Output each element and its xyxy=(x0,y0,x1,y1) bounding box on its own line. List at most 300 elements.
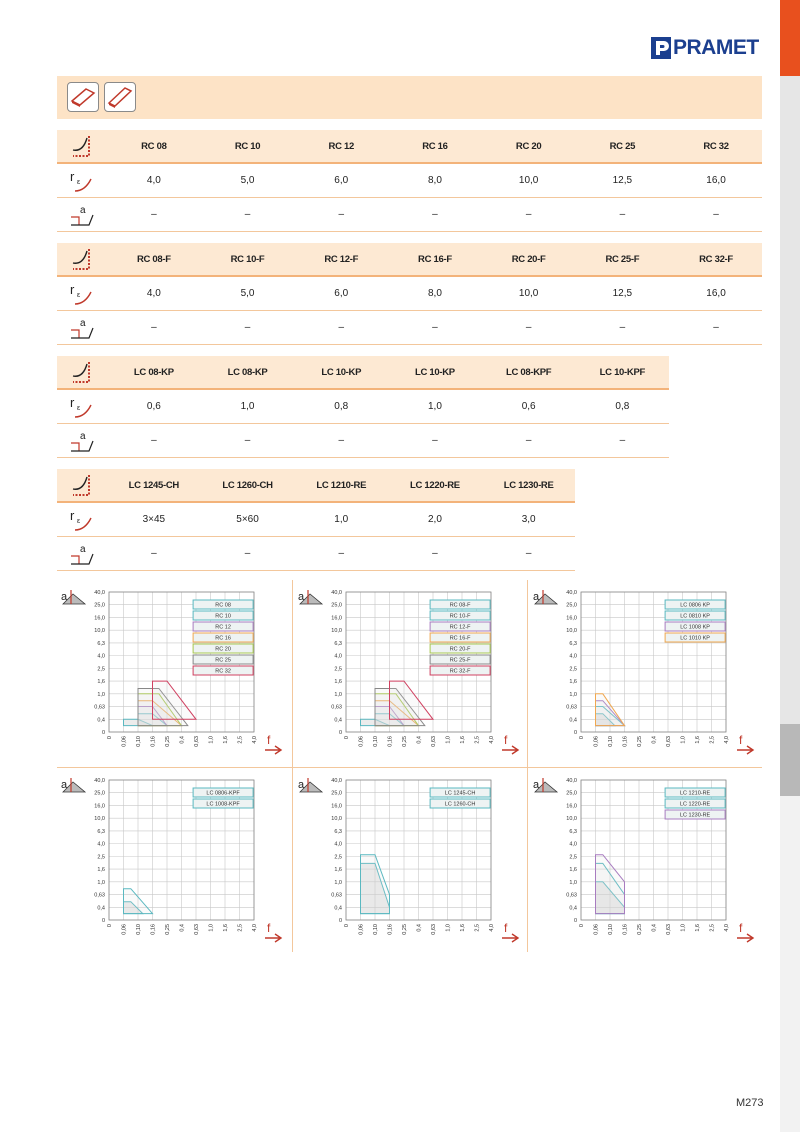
y-tick-label: 6,3 xyxy=(334,640,342,647)
table-row-chamfer xyxy=(57,424,669,458)
y-tick-label: 0,4 xyxy=(97,905,105,912)
x-tick-label: 1,6 xyxy=(695,736,701,744)
table-header-cell: LC 1210-RE xyxy=(316,479,367,491)
x-tick-label: 0 xyxy=(579,736,585,740)
y-tick-label: 1,0 xyxy=(569,691,577,698)
legend-label: LC 1008 KP xyxy=(680,624,710,631)
legend-label: LC 1230-RE xyxy=(679,812,711,819)
feed-arrow-icon xyxy=(737,733,753,754)
table-cell: 6,0 xyxy=(334,288,349,299)
y-tick-label: 25,0 xyxy=(331,602,342,609)
x-tick-label: 0,10 xyxy=(136,736,142,747)
x-tick-label: 0,25 xyxy=(637,736,643,747)
page-number: M273 xyxy=(736,1097,764,1109)
chart-divider xyxy=(527,580,528,952)
legend-label: LC 0806-KPF xyxy=(206,790,240,797)
legend-label: RC 10 xyxy=(215,613,231,620)
table-header-cell: LC 08-KPF xyxy=(505,366,552,378)
table-header-cell: RC 08-F xyxy=(136,253,171,265)
x-tick-label: 0 xyxy=(107,924,113,928)
depth-of-cut-icon xyxy=(61,590,85,604)
y-tick-label: 2,5 xyxy=(569,666,577,673)
y-tick-label: 1,6 xyxy=(334,679,342,686)
side-tab-active[interactable] xyxy=(780,0,800,77)
y-tick-label: 10,0 xyxy=(94,628,105,635)
x-tick-label: 0,16 xyxy=(622,924,629,935)
y-tick-label: 2,5 xyxy=(97,854,105,861)
x-axis-symbol: f xyxy=(504,921,508,935)
depth-of-cut-icon xyxy=(298,590,322,604)
x-tick-label: 1,6 xyxy=(223,924,229,932)
y-tick-label: 0,63 xyxy=(94,892,105,899)
profile-icon xyxy=(57,469,107,501)
side-tab[interactable] xyxy=(780,594,800,665)
corner-radius-icon xyxy=(57,503,107,536)
side-tab[interactable] xyxy=(780,76,800,105)
x-tick-label: 4,0 xyxy=(489,924,495,932)
table-row-chamfer xyxy=(57,537,575,571)
y-tick-label: 1,0 xyxy=(334,879,342,886)
x-tick-label: 1,0 xyxy=(680,736,687,744)
x-tick-label: 2,5 xyxy=(709,924,716,932)
chart-divider xyxy=(292,580,293,952)
chart-svg xyxy=(294,582,524,764)
corner-radius-icon xyxy=(57,390,107,423)
legend-label: RC 16 xyxy=(215,635,231,642)
y-tick-label: 6,3 xyxy=(569,640,577,647)
y-tick-label: 25,0 xyxy=(566,790,577,797)
table-header-cell: LC 1245-CH xyxy=(128,479,179,491)
x-tick-label: 1,0 xyxy=(208,924,215,932)
table-cell: – xyxy=(244,435,251,446)
table-cell: 1,0 xyxy=(334,514,349,525)
x-tick-label: 0,25 xyxy=(165,924,171,935)
table-cell: 4,0 xyxy=(146,175,161,186)
x-tick-label: 0,06 xyxy=(121,736,128,747)
table-header-cell: RC 10 xyxy=(234,140,261,152)
depth-of-cut-icon xyxy=(533,778,557,792)
table-cell: 1,0 xyxy=(240,401,255,412)
y-tick-label: 4,0 xyxy=(97,841,105,848)
x-tick-label: 2,5 xyxy=(237,924,244,932)
x-tick-label: 0,06 xyxy=(358,736,365,747)
y-tick-label: 16,0 xyxy=(566,615,577,622)
y-tick-label: 4,0 xyxy=(569,653,577,660)
table-cell: – xyxy=(525,435,532,446)
table-header-cell: LC 1230-RE xyxy=(503,479,554,491)
table-cell: 1,0 xyxy=(427,401,442,412)
table-cell: 16,0 xyxy=(706,288,726,299)
y-axis-symbol: a xyxy=(298,591,305,603)
table-cell: 0,6 xyxy=(146,401,161,412)
series-area xyxy=(596,855,625,914)
x-tick-label: 4,0 xyxy=(489,736,495,744)
x-tick-label: 0,4 xyxy=(416,924,423,932)
x-tick-label: 2,5 xyxy=(474,924,481,932)
side-tab[interactable] xyxy=(780,664,800,725)
chamfer-icon xyxy=(57,198,107,231)
y-tick-label: 40,0 xyxy=(566,590,577,596)
table-header-cell: LC 1220-RE xyxy=(410,479,460,491)
legend-label: LC 1010 KP xyxy=(680,635,710,642)
chart-rc-f xyxy=(294,582,524,764)
y-tick-label: 0 xyxy=(338,918,342,924)
side-tab[interactable] xyxy=(780,454,800,525)
table-cell: 0,6 xyxy=(521,401,536,412)
chart-lc-kp xyxy=(529,582,759,764)
table-cell: – xyxy=(619,209,626,220)
y-tick-label: 0,63 xyxy=(331,704,342,711)
x-tick-label: 1,6 xyxy=(460,924,466,932)
table-cell: – xyxy=(151,209,157,220)
x-axis-symbol: f xyxy=(739,921,743,935)
x-tick-label: 0,06 xyxy=(121,924,128,935)
y-tick-label: 1,0 xyxy=(97,691,105,698)
svg-text:r: r xyxy=(70,281,75,297)
y-axis-symbol: a xyxy=(61,779,68,791)
table-cell: – xyxy=(713,209,719,220)
y-tick-label: 10,0 xyxy=(566,628,577,635)
table-header-cell: LC 10-KP xyxy=(415,366,455,378)
table-cell: 3,0 xyxy=(521,514,536,525)
table-cell: 12,5 xyxy=(612,175,633,186)
table-cell: – xyxy=(151,548,157,559)
y-tick-label: 1,0 xyxy=(97,879,105,886)
table-cell: – xyxy=(151,435,157,446)
table-header-row xyxy=(57,130,762,164)
chart-lc-ch xyxy=(294,770,524,952)
side-tab-strip xyxy=(780,0,800,1132)
y-tick-label: 16,0 xyxy=(331,615,342,622)
legend-label: RC 20-F xyxy=(449,646,471,653)
table-header-cell: RC 20-F xyxy=(511,253,546,265)
x-tick-label: 0,06 xyxy=(593,736,600,747)
table-cell: 0,8 xyxy=(615,401,630,412)
table-header-row xyxy=(57,356,669,390)
table-header-cell: RC 10-F xyxy=(230,253,265,265)
y-tick-label: 40,0 xyxy=(331,590,342,596)
x-tick-label: 0,4 xyxy=(416,736,423,744)
legend-label: LC 1245-CH xyxy=(444,790,476,797)
y-tick-label: 10,0 xyxy=(331,628,342,635)
y-tick-label: 25,0 xyxy=(94,790,105,797)
svg-text:r: r xyxy=(70,168,75,184)
x-tick-label: 1,6 xyxy=(695,924,701,932)
table-cell: – xyxy=(525,209,532,220)
y-tick-label: 10,0 xyxy=(331,816,342,823)
side-tab[interactable] xyxy=(780,174,800,245)
y-tick-label: 4,0 xyxy=(97,653,105,660)
x-tick-label: 0,16 xyxy=(622,736,629,747)
brand-name: PRAMET xyxy=(673,36,759,59)
table-header-row xyxy=(57,243,762,277)
table-cell: – xyxy=(619,322,626,333)
y-tick-label: 25,0 xyxy=(331,790,342,797)
legend-label: LC 0810 KP xyxy=(680,613,710,620)
x-tick-label: 0,4 xyxy=(179,924,186,932)
x-tick-label: 0,06 xyxy=(358,924,365,935)
side-tab[interactable] xyxy=(780,796,800,1133)
y-tick-label: 25,0 xyxy=(566,602,577,609)
side-tab-highlight[interactable] xyxy=(780,724,800,797)
x-tick-label: 4,0 xyxy=(724,924,730,932)
table-header-cell: LC 08-KP xyxy=(133,366,174,378)
side-tab[interactable] xyxy=(780,244,800,315)
insert-table-rc-f xyxy=(57,243,762,347)
x-tick-label: 0,63 xyxy=(666,736,672,747)
x-tick-label: 0,63 xyxy=(194,924,200,935)
y-tick-label: 0,4 xyxy=(334,905,342,912)
table-cell: – xyxy=(619,435,626,446)
feed-arrow-icon xyxy=(502,733,518,754)
table-cell: – xyxy=(151,322,157,333)
y-tick-label: 6,3 xyxy=(97,640,105,647)
chart-svg xyxy=(294,770,524,952)
depth-of-cut-icon xyxy=(61,778,85,792)
x-tick-label: 0,16 xyxy=(387,736,394,747)
y-tick-label: 4,0 xyxy=(334,841,342,848)
legend-label: RC 25-F xyxy=(449,657,471,664)
svg-text:ε: ε xyxy=(77,291,81,299)
insert-table-lc-kp xyxy=(57,356,669,460)
x-tick-label: 1,0 xyxy=(445,924,452,932)
y-axis-symbol: a xyxy=(61,591,68,603)
y-tick-label: 0 xyxy=(338,730,342,736)
y-tick-label: 0 xyxy=(573,730,577,736)
chamfer-icon xyxy=(57,311,107,344)
chart-svg xyxy=(529,582,759,764)
side-tab[interactable] xyxy=(780,384,800,455)
table-row-radius xyxy=(57,503,575,537)
y-tick-label: 16,0 xyxy=(566,803,577,810)
table-cell: – xyxy=(432,322,438,333)
x-tick-label: 1,6 xyxy=(460,736,466,744)
insert-table-rc xyxy=(57,130,762,234)
x-axis-symbol: f xyxy=(739,733,743,747)
y-tick-label: 0,4 xyxy=(334,717,342,724)
svg-text:a: a xyxy=(80,204,86,216)
y-tick-label: 40,0 xyxy=(94,778,105,784)
x-tick-label: 0,63 xyxy=(194,736,200,747)
y-tick-label: 1,6 xyxy=(97,867,105,874)
table-cell: 8,0 xyxy=(427,175,442,186)
y-tick-label: 2,5 xyxy=(334,854,342,861)
chamfer-icon xyxy=(57,424,107,457)
side-tab[interactable] xyxy=(780,314,800,385)
depth-of-cut-icon xyxy=(533,590,557,604)
pramet-logo-icon xyxy=(651,37,671,59)
y-tick-label: 0,63 xyxy=(566,704,577,711)
svg-text:r: r xyxy=(70,394,75,410)
feed-arrow-icon xyxy=(502,921,518,942)
x-tick-label: 0,16 xyxy=(150,736,157,747)
svg-text:ε: ε xyxy=(77,517,81,525)
table-cell: – xyxy=(525,548,532,559)
legend-label: RC 16-F xyxy=(449,635,471,642)
x-tick-label: 0 xyxy=(344,924,350,928)
y-tick-label: 2,5 xyxy=(97,666,105,673)
chamfer-icon xyxy=(57,537,107,570)
y-tick-label: 0,4 xyxy=(97,717,105,724)
insert-table-lc-ch-re xyxy=(57,469,575,573)
x-tick-label: 1,0 xyxy=(680,924,687,932)
x-tick-label: 0,63 xyxy=(666,924,672,935)
legend-label: RC 32-F xyxy=(449,668,471,675)
corner-radius-icon xyxy=(57,164,107,197)
table-cell: 0,8 xyxy=(334,401,349,412)
table-cell: 5,0 xyxy=(240,175,255,186)
y-tick-label: 2,5 xyxy=(334,666,342,673)
table-header-cell: RC 12 xyxy=(328,140,354,152)
x-tick-label: 0,10 xyxy=(608,736,614,747)
y-tick-label: 40,0 xyxy=(331,778,342,784)
y-tick-label: 0,4 xyxy=(569,717,577,724)
legend-label: RC 32 xyxy=(215,668,231,675)
y-tick-label: 16,0 xyxy=(331,803,342,810)
category-banner xyxy=(57,76,762,119)
x-tick-label: 2,5 xyxy=(237,736,244,744)
x-tick-label: 1,0 xyxy=(445,736,452,744)
table-header-row xyxy=(57,469,575,503)
x-tick-label: 0 xyxy=(107,736,113,740)
x-tick-label: 2,5 xyxy=(709,736,716,744)
y-tick-label: 1,6 xyxy=(334,867,342,874)
x-tick-label: 0 xyxy=(579,924,585,928)
brand-logo xyxy=(651,36,763,60)
y-tick-label: 40,0 xyxy=(94,590,105,596)
x-tick-label: 0,25 xyxy=(402,736,408,747)
table-cell: – xyxy=(525,322,532,333)
insert-icon xyxy=(67,82,99,112)
y-tick-label: 10,0 xyxy=(94,816,105,823)
legend-label: LC 1260-CH xyxy=(444,801,476,808)
x-tick-label: 4,0 xyxy=(724,736,730,744)
y-tick-label: 0,63 xyxy=(566,892,577,899)
legend-label: LC 1220-RE xyxy=(679,801,711,808)
y-tick-label: 4,0 xyxy=(569,841,577,848)
svg-text:a: a xyxy=(80,430,86,442)
table-header-cell: RC 08 xyxy=(141,140,167,152)
svg-text:ε: ε xyxy=(77,404,81,412)
x-tick-label: 0,16 xyxy=(387,924,394,935)
x-axis-symbol: f xyxy=(267,921,271,935)
table-cell: 3×45 xyxy=(142,514,166,525)
table-header-cell: RC 32 xyxy=(703,140,729,152)
table-cell: 5,0 xyxy=(240,288,255,299)
series-area xyxy=(153,681,197,719)
svg-text:ε: ε xyxy=(77,178,81,186)
table-row-radius xyxy=(57,390,669,424)
x-tick-label: 0,10 xyxy=(373,924,379,935)
y-tick-label: 1,6 xyxy=(569,679,577,686)
table-cell: – xyxy=(432,435,438,446)
y-tick-label: 0 xyxy=(101,918,105,924)
y-tick-label: 25,0 xyxy=(94,602,105,609)
feed-arrow-icon xyxy=(265,921,281,942)
y-tick-label: 0 xyxy=(573,918,577,924)
x-tick-label: 0,10 xyxy=(373,736,379,747)
y-tick-label: 2,5 xyxy=(569,854,577,861)
series-area xyxy=(361,855,390,914)
legend-label: LC 1210-RE xyxy=(679,790,711,797)
y-tick-label: 16,0 xyxy=(94,615,105,622)
y-tick-label: 0 xyxy=(101,730,105,736)
svg-text:a: a xyxy=(80,317,86,329)
side-tab[interactable] xyxy=(780,524,800,595)
y-tick-label: 4,0 xyxy=(334,653,342,660)
x-tick-label: 0,4 xyxy=(651,924,658,932)
y-tick-label: 0,4 xyxy=(569,905,577,912)
table-header-cell: RC 16-F xyxy=(418,253,452,265)
table-header-cell: LC 1260-CH xyxy=(222,479,273,491)
table-cell: – xyxy=(713,322,719,333)
table-cell: 4,0 xyxy=(146,288,161,299)
y-axis-symbol: a xyxy=(533,779,540,791)
y-tick-label: 6,3 xyxy=(334,828,342,835)
x-tick-label: 0,25 xyxy=(637,924,643,935)
y-tick-label: 0,63 xyxy=(94,704,105,711)
chart-divider xyxy=(57,767,762,768)
table-header-cell: RC 25 xyxy=(609,140,636,152)
svg-text:r: r xyxy=(70,507,75,523)
svg-text:a: a xyxy=(80,543,86,555)
x-tick-label: 0 xyxy=(344,736,350,740)
x-axis-symbol: f xyxy=(267,733,271,747)
y-tick-label: 10,0 xyxy=(566,816,577,823)
side-tab[interactable] xyxy=(780,104,800,175)
y-tick-label: 1,0 xyxy=(569,879,577,886)
insert-alt-icon xyxy=(104,82,136,112)
table-header-cell: RC 25-F xyxy=(605,253,640,265)
legend-label: RC 12-F xyxy=(449,624,471,631)
table-cell: 16,0 xyxy=(706,175,726,186)
legend-label: RC 08-F xyxy=(449,602,471,609)
x-tick-label: 2,5 xyxy=(474,736,481,744)
x-tick-label: 1,0 xyxy=(208,736,215,744)
profile-icon xyxy=(57,243,107,275)
profile-icon xyxy=(57,130,107,162)
chart-svg xyxy=(529,770,759,952)
x-tick-label: 0,63 xyxy=(431,924,437,935)
legend-label: LC 1008-KPF xyxy=(206,801,240,808)
table-cell: 10,0 xyxy=(518,288,539,299)
legend-label: LC 0806 KP xyxy=(680,602,710,609)
table-cell: – xyxy=(244,209,251,220)
table-header-cell: LC 08-KP xyxy=(227,366,268,378)
table-cell: – xyxy=(432,548,438,559)
y-tick-label: 1,6 xyxy=(569,867,577,874)
table-header-cell: RC 20 xyxy=(515,140,542,152)
series-area xyxy=(390,681,434,719)
table-cell: 6,0 xyxy=(334,175,349,186)
table-cell: – xyxy=(338,548,345,559)
feed-arrow-icon xyxy=(265,733,281,754)
y-tick-label: 6,3 xyxy=(569,828,577,835)
y-tick-label: 16,0 xyxy=(94,803,105,810)
table-row-radius xyxy=(57,277,762,311)
x-tick-label: 0,10 xyxy=(136,924,142,935)
x-tick-label: 0,4 xyxy=(179,736,186,744)
x-tick-label: 0,10 xyxy=(608,924,614,935)
table-cell: 2,0 xyxy=(427,514,442,525)
table-cell: – xyxy=(244,322,251,333)
x-tick-label: 0,16 xyxy=(150,924,157,935)
chart-lc-kpf xyxy=(57,770,287,952)
table-cell: – xyxy=(244,548,251,559)
corner-radius-icon xyxy=(57,277,107,310)
profile-icon xyxy=(57,356,107,388)
table-header-cell: LC 10-KP xyxy=(321,366,362,378)
